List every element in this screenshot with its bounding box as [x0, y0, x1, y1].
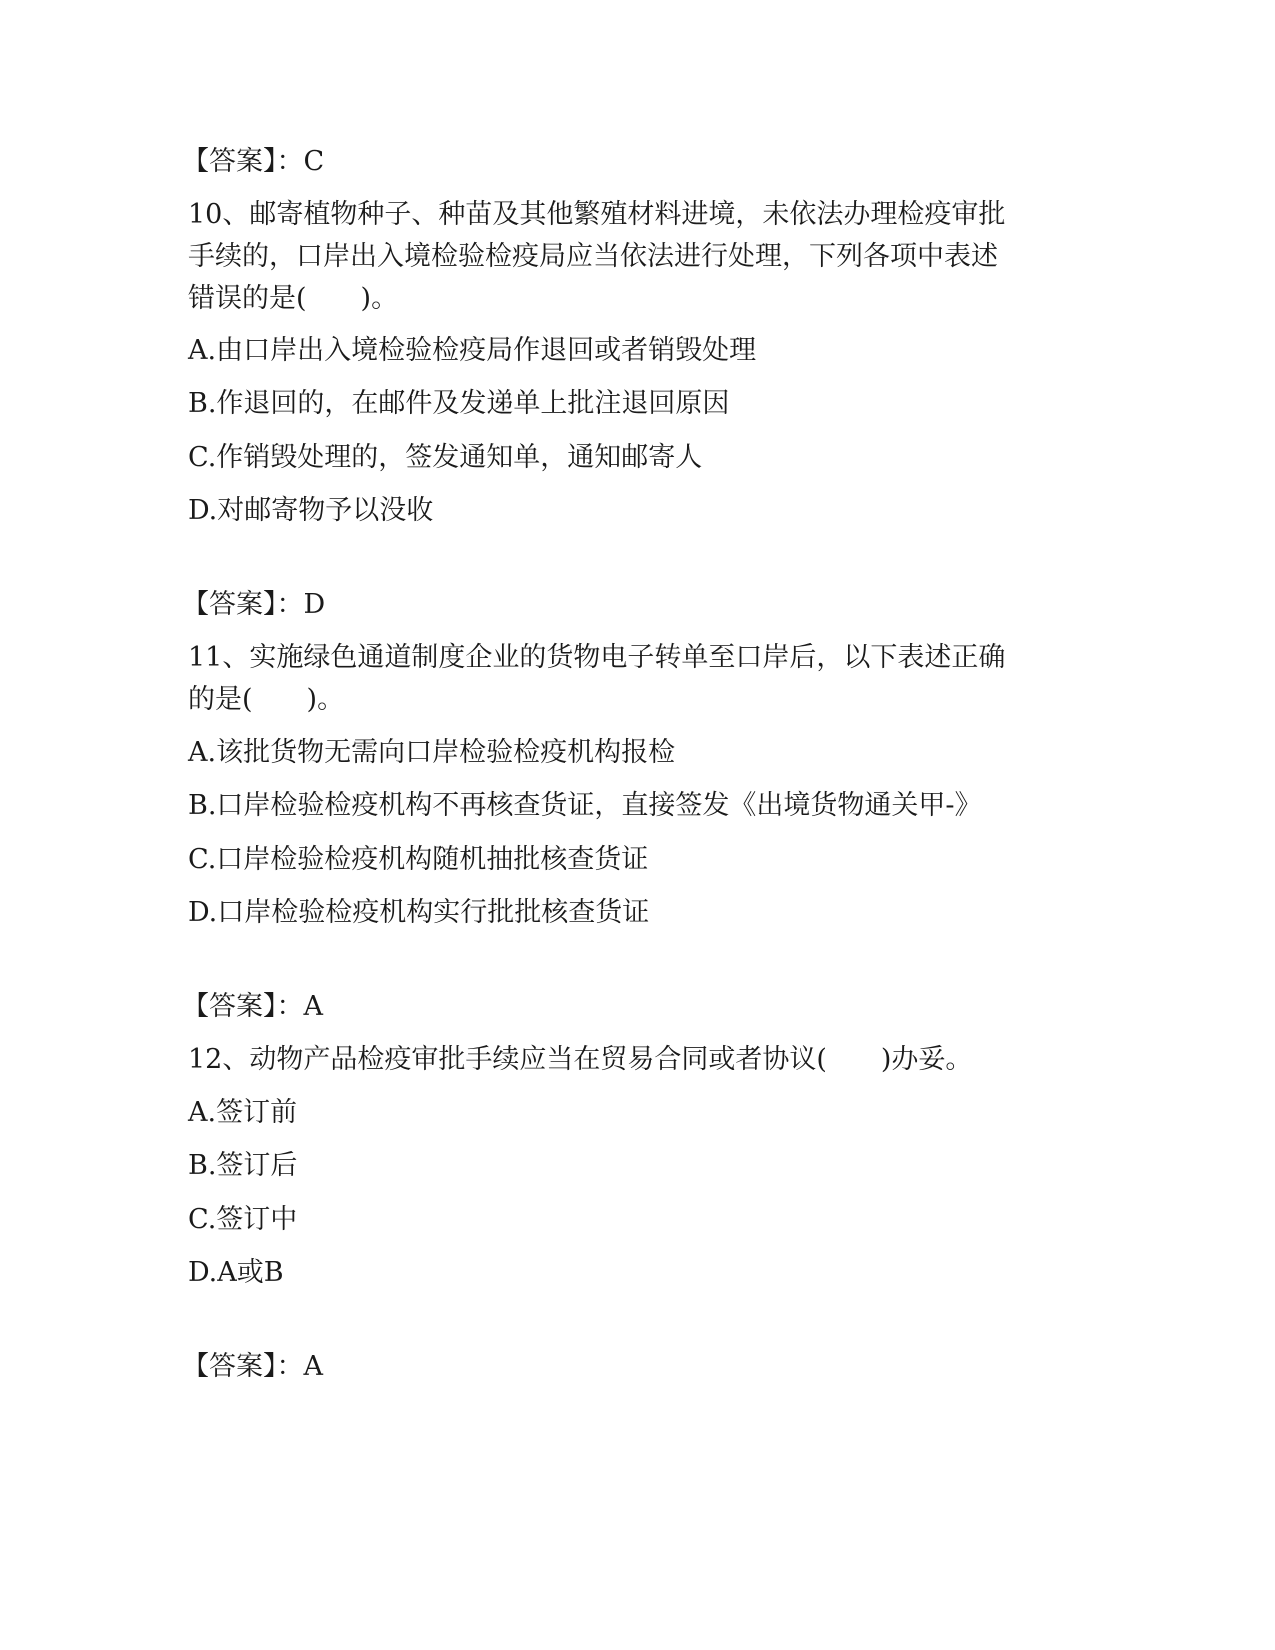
option-b: B.口岸检验检疫机构不再核查货证，直接签发《出境货物通关甲-》: [188, 790, 982, 821]
question-text-line: 手续的，口岸出入境检验检疫局应当依法进行处理，下列各项中表述: [188, 241, 998, 272]
question-text-line: 的是( )。: [188, 684, 345, 715]
option-d: D.对邮寄物予以没收: [188, 495, 434, 526]
option-d: D.A或B: [188, 1257, 284, 1288]
option-c: C.口岸检验检疫机构随机抽批核查货证: [188, 844, 649, 875]
question-text-line: 错误的是( )。: [188, 283, 399, 314]
answer-line: 【答案】：A: [182, 991, 323, 1022]
option-c: C.签订中: [188, 1204, 298, 1235]
answer-line-9: 【答案】：C: [182, 146, 325, 177]
option-a: A.该批货物无需向口岸检验检疫机构报检: [188, 737, 676, 768]
option-d: D.口岸检验检疫机构实行批批核查货证: [188, 897, 650, 928]
question-text-line: 11、实施绿色通道制度企业的货物电子转单至口岸后，以下表述正确: [188, 642, 1006, 673]
option-c: C.作销毁处理的，签发通知单，通知邮寄人: [188, 442, 703, 473]
option-b: B.作退回的，在邮件及发递单上批注退回原因: [188, 388, 730, 419]
answer-line: 【答案】：D: [182, 589, 326, 620]
question-text-line: 10、邮寄植物种子、种苗及其他繁殖材料进境，未依法办理检疫审批: [188, 199, 1006, 230]
question-text-line: 12、动物产品检疫审批手续应当在贸易合同或者协议( )办妥。: [188, 1044, 973, 1075]
option-a: A.签订前: [188, 1097, 298, 1128]
option-b: B.签订后: [188, 1150, 298, 1181]
answer-line: 【答案】：A: [182, 1351, 323, 1382]
option-a: A.由口岸出入境检验检疫局作退回或者销毁处理: [188, 335, 757, 366]
